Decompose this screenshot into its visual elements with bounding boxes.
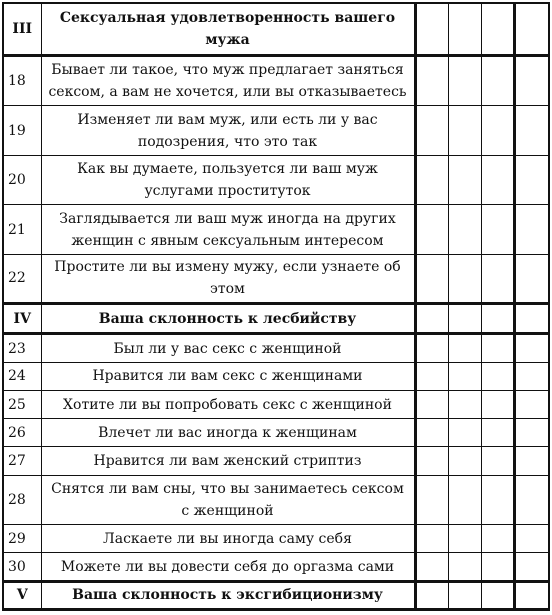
- question-number: 18: [3, 55, 41, 105]
- answer-cell[interactable]: [415, 581, 448, 609]
- question-text: Влечет ли вас иногда к женщинам: [41, 419, 415, 447]
- answer-cell[interactable]: [415, 55, 448, 105]
- answer-cell[interactable]: [514, 447, 549, 475]
- answer-cell[interactable]: [481, 106, 514, 155]
- answer-cell[interactable]: [415, 254, 448, 303]
- question-row: [3, 55, 549, 105]
- answer-cell[interactable]: [448, 581, 481, 609]
- answer-cell[interactable]: [514, 525, 549, 553]
- answer-cell[interactable]: [448, 525, 481, 553]
- question-row: [3, 106, 549, 155]
- answer-cell[interactable]: [481, 55, 514, 105]
- question-row: [3, 362, 549, 390]
- question-row: [3, 553, 549, 581]
- answer-cell[interactable]: [448, 254, 481, 303]
- answer-cell[interactable]: [448, 553, 481, 581]
- question-number: 22: [3, 254, 41, 303]
- answer-cell[interactable]: [481, 155, 514, 204]
- question-number: 25: [3, 390, 41, 418]
- answer-cell[interactable]: [448, 419, 481, 447]
- section-title: Ваша склонность к лесбийству: [41, 304, 415, 334]
- question-text: Простите ли вы измену мужу, если узнаете об этом: [41, 254, 415, 303]
- answer-cell[interactable]: [481, 205, 514, 254]
- answer-cell[interactable]: [481, 390, 514, 418]
- answer-cell[interactable]: [448, 447, 481, 475]
- question-row: [3, 254, 549, 303]
- question-row: [3, 205, 549, 254]
- section-number: III: [3, 3, 41, 55]
- question-number: 28: [3, 475, 41, 524]
- question-number: 29: [3, 525, 41, 553]
- answer-cell[interactable]: [415, 106, 448, 155]
- answer-cell[interactable]: [415, 419, 448, 447]
- answer-cell[interactable]: [481, 254, 514, 303]
- question-text: Нравится ли вам секс с женщинами: [41, 362, 415, 390]
- answer-cell[interactable]: [481, 447, 514, 475]
- answer-cell[interactable]: [514, 362, 549, 390]
- section-row: [3, 3, 549, 55]
- question-number: 21: [3, 205, 41, 254]
- question-row: [3, 419, 549, 447]
- section-row: [3, 581, 549, 609]
- answer-cell[interactable]: [481, 581, 514, 609]
- answer-cell[interactable]: [415, 362, 448, 390]
- question-text: Был ли у вас секс с женщиной: [41, 334, 415, 362]
- answer-cell[interactable]: [415, 3, 448, 55]
- answer-cell[interactable]: [514, 3, 549, 55]
- question-row: [3, 155, 549, 204]
- answer-cell[interactable]: [481, 475, 514, 524]
- answer-cell[interactable]: [481, 419, 514, 447]
- question-text: Можете ли вы довести себя до оргазма сами: [41, 553, 415, 581]
- answer-cell[interactable]: [415, 155, 448, 204]
- question-text: Снятся ли вам сны, что вы занимаетесь сексом с женщиной: [41, 475, 415, 524]
- section-title: Ваша склонность к эксгибиционизму: [41, 581, 415, 609]
- question-number: 26: [3, 419, 41, 447]
- answer-cell[interactable]: [514, 581, 549, 609]
- section-number: IV: [3, 304, 41, 334]
- question-text: Нравится ли вам женский стриптиз: [41, 447, 415, 475]
- questionnaire-table: [2, 2, 550, 611]
- answer-cell[interactable]: [481, 362, 514, 390]
- answer-cell[interactable]: [415, 304, 448, 334]
- answer-cell[interactable]: [481, 3, 514, 55]
- question-row: [3, 475, 549, 524]
- question-number: 20: [3, 155, 41, 204]
- answer-cell[interactable]: [415, 205, 448, 254]
- question-text: Бывает ли такое, что муж предлагает заняться сексом, а вам не хочется, или вы отказываетесь: [41, 55, 415, 105]
- answer-cell[interactable]: [514, 155, 549, 204]
- answer-cell[interactable]: [514, 106, 549, 155]
- question-row: [3, 334, 549, 362]
- question-text: Как вы думаете, пользуется ли ваш муж услугами проституток: [41, 155, 415, 204]
- answer-cell[interactable]: [514, 55, 549, 105]
- answer-cell[interactable]: [514, 334, 549, 362]
- answer-cell[interactable]: [448, 106, 481, 155]
- answer-cell[interactable]: [448, 304, 481, 334]
- answer-cell[interactable]: [448, 55, 481, 105]
- question-row: [3, 525, 549, 553]
- question-number: 30: [3, 553, 41, 581]
- answer-cell[interactable]: [448, 3, 481, 55]
- question-text: Ласкаете ли вы иногда саму себя: [41, 525, 415, 553]
- answer-cell[interactable]: [448, 205, 481, 254]
- answer-cell[interactable]: [415, 447, 448, 475]
- section-number: V: [3, 581, 41, 609]
- question-text: Изменяет ли вам муж, или есть ли у вас подозрения, что это так: [41, 106, 415, 155]
- answer-cell[interactable]: [415, 334, 448, 362]
- question-number: 27: [3, 447, 41, 475]
- answer-cell[interactable]: [481, 334, 514, 362]
- answer-cell[interactable]: [514, 419, 549, 447]
- answer-cell[interactable]: [448, 334, 481, 362]
- answer-cell[interactable]: [514, 304, 549, 334]
- answer-cell[interactable]: [448, 475, 481, 524]
- answer-cell[interactable]: [415, 553, 448, 581]
- answer-cell[interactable]: [415, 390, 448, 418]
- answer-cell[interactable]: [481, 304, 514, 334]
- answer-cell[interactable]: [448, 362, 481, 390]
- answer-cell[interactable]: [514, 205, 549, 254]
- answer-cell[interactable]: [448, 390, 481, 418]
- question-text: Заглядывается ли ваш муж иногда на других женщин с явным сексуальным интересом: [41, 205, 415, 254]
- question-row: [3, 390, 549, 418]
- answer-cell[interactable]: [514, 390, 549, 418]
- question-number: 23: [3, 334, 41, 362]
- answer-cell[interactable]: [514, 475, 549, 524]
- answer-cell[interactable]: [415, 525, 448, 553]
- answer-cell[interactable]: [481, 525, 514, 553]
- answer-cell[interactable]: [481, 553, 514, 581]
- answer-cell[interactable]: [448, 155, 481, 204]
- answer-cell[interactable]: [514, 553, 549, 581]
- section-row: [3, 304, 549, 334]
- answer-cell[interactable]: [514, 254, 549, 303]
- question-text: Хотите ли вы попробовать секс с женщиной: [41, 390, 415, 418]
- question-number: 24: [3, 362, 41, 390]
- question-number: 19: [3, 106, 41, 155]
- section-title: Сексуальная удовлетворенность вашего мужа: [41, 3, 415, 55]
- answer-cell[interactable]: [415, 475, 448, 524]
- question-row: [3, 447, 549, 475]
